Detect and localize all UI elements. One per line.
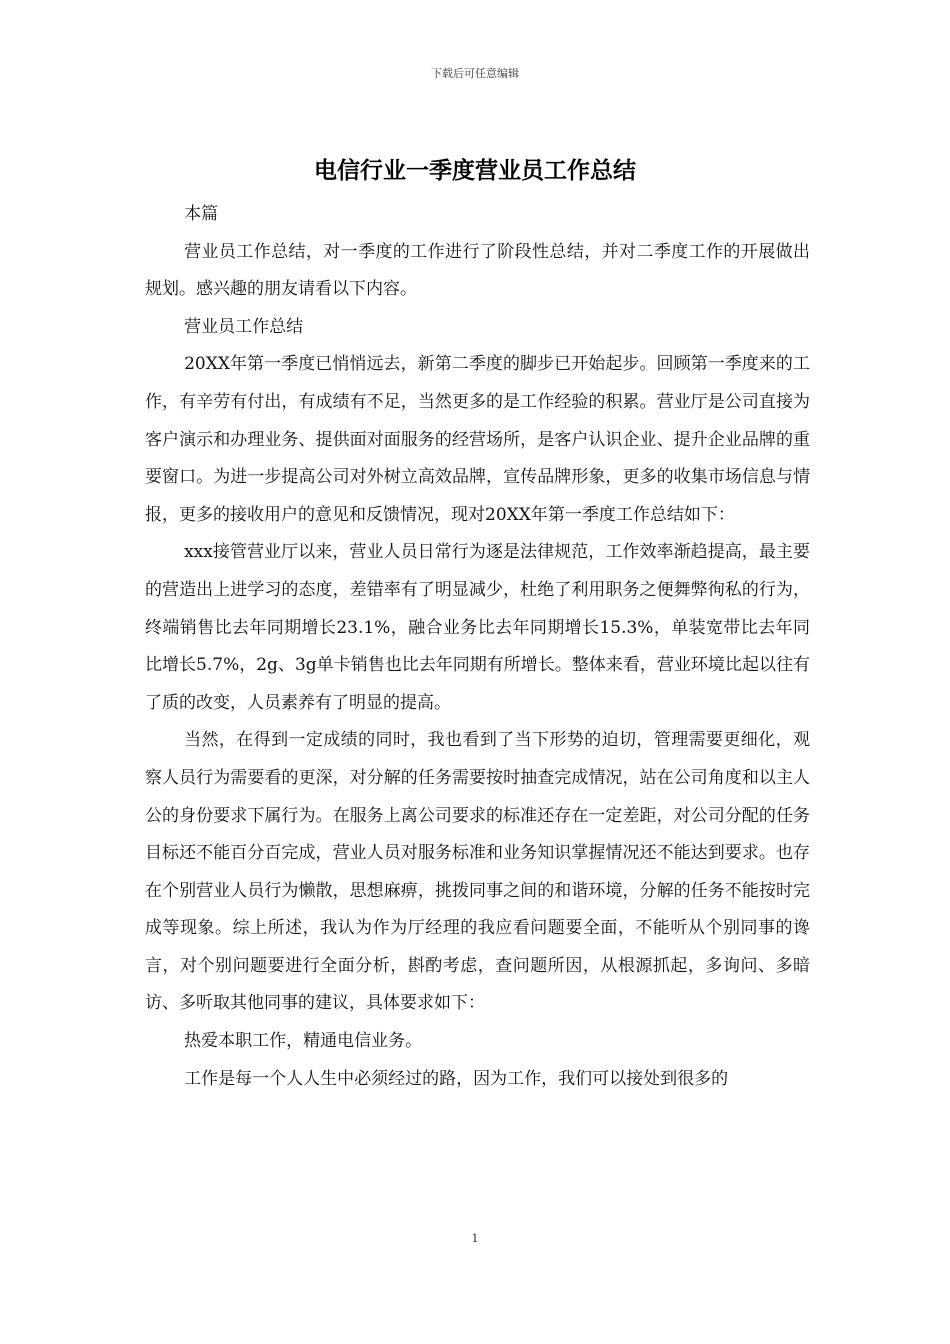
paragraph: 热爱本职工作，精通电信业务。 bbox=[184, 1031, 423, 1052]
page-header: 下载后可任意编辑 bbox=[431, 67, 519, 80]
paragraph: 营业员工作总结 bbox=[184, 316, 304, 337]
page-number: 1 bbox=[471, 1232, 479, 1245]
paragraph: 当然，在得到一定成绩的同时，我也看到了当下形势的迫切，管理需要更细化，观察人员行为需要看的更深，对分解的任务需要按时抽查完成情况，站在公司角度和以主人公的身份要求下属行为。在服务上离公司要求的标准还存在一定差距，对公司分配的任务目标还不能百分百完成，营业人员对服务标准和业务知识掌握情况还不能达到要求。也存在个别营业人员行为懒散，思想麻痹，挑拨同事之间的和谐环境，分解的任务不能按时完成等现象。综上所述，我认为作为厅经理的我应看问题要全面，不能听从个别同事的谗言，对个别问题要进行全面分析，斟酌考虑，查问题所因，从根源抓起，多询问、多暗访、多听取其他同事的建议，具体要求如下： bbox=[145, 730, 810, 1014]
paragraph: 营业员工作总结，对一季度的工作进行了阶段性总结，并对二季度工作的开展做出规划。感兴趣的朋友请看以下内容。 bbox=[145, 241, 810, 300]
document-body bbox=[145, 196, 810, 1098]
document-title: 电信行业一季度营业员工作总结 bbox=[314, 158, 636, 184]
paragraph: xxx接管营业厅以来，营业人员日常行为逐是法律规范，工作效率渐趋提高，最主要的营造出上进学习的态度，差错率有了明显减少，杜绝了利用职务之便舞弊徇私的行为，终端销售比去年同期增长23.1%，融合业务比去年同期增长15.3%，单装宽带比去年同比增长5.7%，2g、3g单卡销售也比去年同期有所增长。整体来看，营业环境比起以往有了质的改变，人员素养有了明显的提高。 bbox=[145, 542, 810, 713]
paragraph: 工作是每一个人人生中必须经过的路，因为工作，我们可以接处到很多的 bbox=[184, 1068, 729, 1089]
paragraph: 本篇 bbox=[184, 204, 219, 224]
paragraph: 20XX年第一季度已悄悄远去，新第二季度的脚步已开始起步。回顾第一季度来的工作，有辛劳有付出，有成绩有不足，当然更多的是工作经验的积累。营业厅是公司直接为客户演示和办理业务、提供面对面服务的经营场所，是客户认识企业、提升企业品牌的重要窗口。为进一步提高公司对外树立高效品牌，宣传品牌形象，更多的收集市场信息与情报，更多的接收用户的意见和反馈情况，现对20XX年第一季度工作总结如下： bbox=[145, 354, 810, 525]
